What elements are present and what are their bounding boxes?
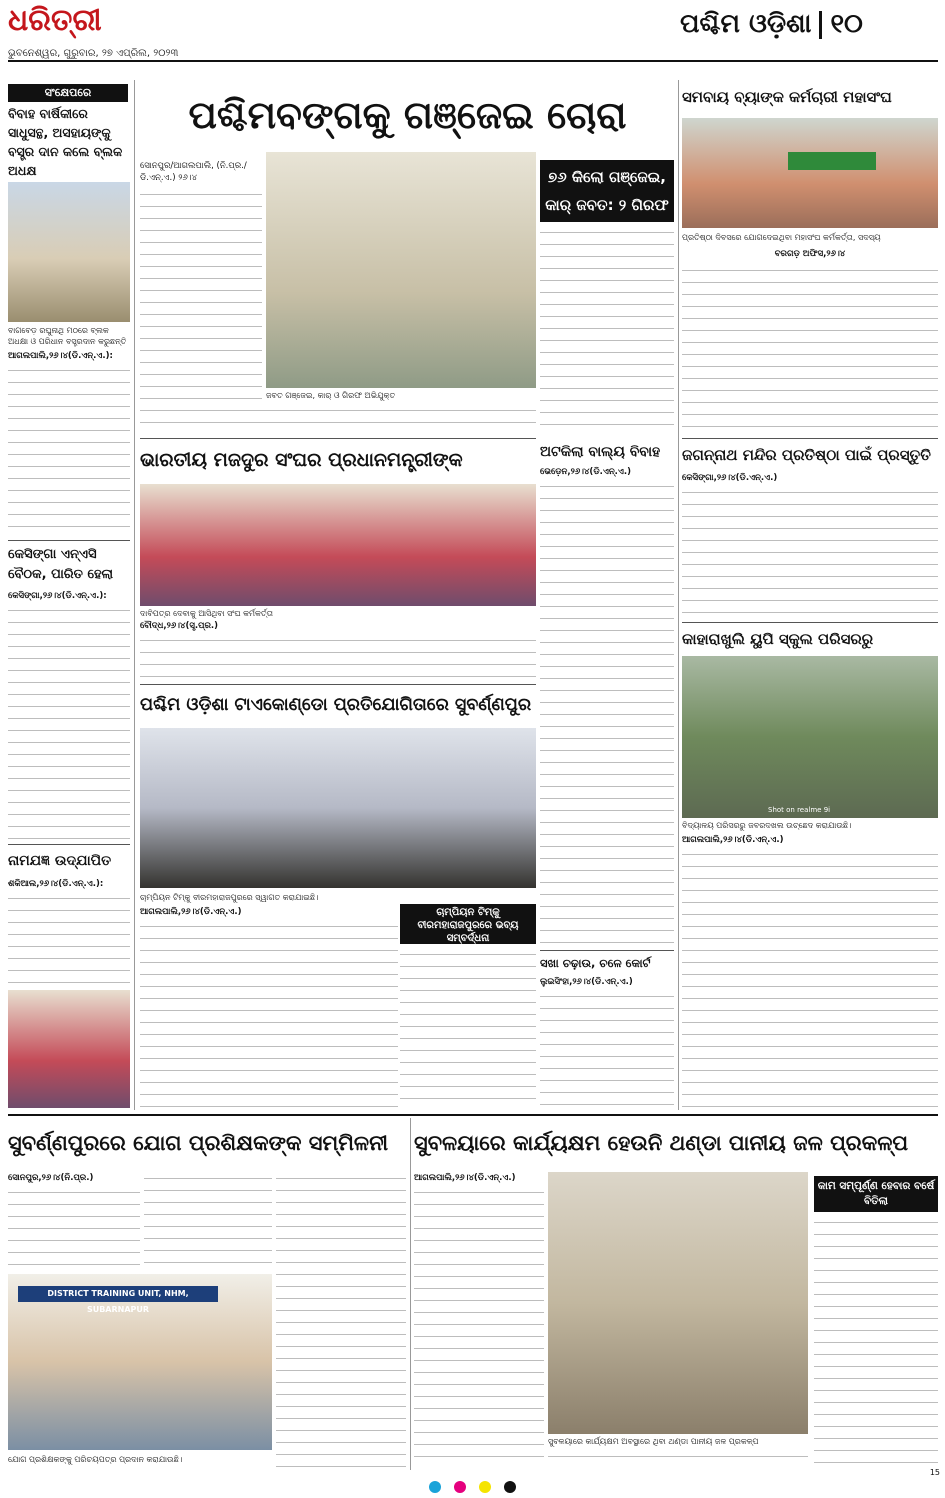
- sakha-headline: ସଖା ଚଢ଼ାଉ, ଚଳେ କୋର୍ଟ: [540, 956, 651, 970]
- sakha-dateline: ଲୁଇସିଂହା,୨୬।୪(ଡି.ଏନ୍‌.ଏ.): [540, 977, 633, 987]
- water-kiosk-photo: [548, 1172, 808, 1434]
- yoga-headline: ସୁବର୍ଣ୍ଣପୁରରେ ଯୋଗ ପ୍ରଶିକ୍ଷକଙ୍କ ସମ୍ମିଳନୀ: [8, 1131, 389, 1155]
- taekwondo-body-left: [140, 920, 398, 1108]
- yoga-caption: ଯୋଗ ପ୍ରଶିକ୍ଷକଙ୍କୁ ପରିଚୟପତ୍ର ପ୍ରଦାନ କରାଯାଉଛି।: [8, 1455, 183, 1464]
- brief-body-text: [8, 364, 130, 536]
- brief-dateline: ଆଗଲପାଲି,୨୬।୪(ଡି.ଏନ୍‌.ଏ.):: [8, 351, 113, 361]
- column-rule: [678, 80, 679, 1110]
- balya-body-text: [540, 480, 674, 946]
- subalaya-body-bottom: [548, 1450, 808, 1468]
- taekwondo-highlight-box: ଚାମ୍ପିୟନ ଟିମ୍‌କୁ ବୀରମହାରାଜପୁରରେ ଭବ୍ୟ ସମ୍ବର୍ଦ୍ଧନା: [400, 904, 536, 944]
- mazdoor-headline: ଭାରତୀୟ ମଜଦୁର ସଂଘର ପ୍ରଧାନମନ୍ତ୍ରୀଙ୍କ: [140, 449, 463, 471]
- kaharakhuli-caption: ବିଦ୍ୟାଳୟ ପରିସରରୁ ଜବରଦଖଲ ଉଚ୍ଛେଦ କରାଯାଉଛି।: [682, 821, 852, 830]
- subalaya-body-left: [414, 1186, 544, 1468]
- namayajna-body-text: [8, 892, 130, 988]
- seized-ganja-photo: [266, 152, 536, 388]
- title-separator: [819, 11, 822, 39]
- divider: [140, 684, 536, 685]
- samabaya-caption: ପ୍ରତିଷ୍ଠା ଦିବସରେ ଯୋଗଦେଇଥିବା ମହାସଂଘ କର୍ମକର୍ତ୍ତା, ସଦସ୍ୟ: [682, 233, 881, 242]
- mazdoor-dateline: ବୌଦ୍ଧ,୨୬।୪(ସୃ.ପ୍ର.): [140, 621, 219, 631]
- kaharakhuli-dateline: ଆଗଲପାଲି,୨୬।୪(ଡି.ଏନ୍‌.ଏ.): [682, 835, 784, 845]
- page-number-odia: ୧୦: [830, 9, 863, 39]
- keshinga-body-text: [8, 604, 130, 840]
- kaharakhuli-body-text: [682, 848, 938, 1108]
- divider: [8, 1114, 938, 1116]
- mazdoor-caption: ଦାବିପତ୍ର ଦେବାକୁ ଆସିଥିବା ସଂଘ କର୍ମକର୍ତ୍ତା: [140, 609, 273, 618]
- print-registration-marks: [0, 1478, 945, 1498]
- divider: [8, 844, 130, 845]
- samabaya-dateline: ବରଗଡ଼ ଅଫିସ,୨୬।୪: [774, 249, 846, 259]
- subalaya-caption: ସୁବଳୟାରେ କାର୍ଯ୍ୟକ୍ଷମ ଅବସ୍ଥାରେ ଥିବା ଥଣ୍ଡା ପାନୀୟ ଜଳ ପ୍ରକଳ୍ପ: [548, 1437, 759, 1446]
- taekwondo-dateline: ଆଗଲପାଲି,୨୬।୪(ଡି.ଏନ୍‌.ଏ.): [140, 907, 242, 917]
- column-rule: [134, 80, 135, 1110]
- divider: [682, 438, 938, 439]
- yoga-body-right: [276, 1172, 406, 1468]
- lead-photo-caption: ଜବତ ଗଞ୍ଜେଇ, କାର୍‌ ଓ ଗିରଫ ଅଭିଯୁକ୍ତ: [266, 391, 396, 400]
- issue-dateline: ଭୁବନେଶ୍ୱର, ଗୁରୁବାର, ୨୭ ଏପ୍ରିଲ, ୨୦୨୩: [8, 48, 179, 59]
- training-unit-banner: DISTRICT TRAINING UNIT, NHM, SUBARNAPUR: [18, 1286, 218, 1302]
- subalaya-headline: ସୁବଳୟାରେ କାର୍ଯ୍ୟକ୍ଷମ ହେଉନି ଥଣ୍ଡା ପାନୀୟ ଜଳ ପ୍ରକଳ୍ପ: [414, 1131, 909, 1155]
- yoga-conference-photo: [8, 1274, 272, 1450]
- logo-text: ଧରିତ୍ରୀ: [8, 4, 102, 38]
- lead-highlight-box: [540, 160, 674, 222]
- taekwondo-team-photo: [140, 728, 536, 888]
- kaharakhuli-headline: କାହାରାଖୁଲି ୟୁପି ସ୍କୁଲ ପରିସରରୁ: [682, 630, 874, 648]
- taekwondo-caption: ଚାମ୍ପିୟନ ଟିମ୍‌କୁ ବୀରମହାରାଜପୁରରେ ସ୍ୱାଗତ କରାଯାଇଛି।: [140, 893, 319, 902]
- mazdoor-protest-photo: [140, 484, 536, 606]
- yellow-mark: [479, 1481, 491, 1493]
- sakha-body-text: [540, 990, 674, 1108]
- jagannath-body-text: [682, 486, 938, 618]
- section-name: ପଶ୍ଚିମ ଓଡ଼ିଶା: [680, 9, 812, 39]
- column-rule: [410, 1118, 411, 1470]
- brief-headline: ବିବାହ ବାର୍ଷିକୀରେ ସାଧୁସନ୍ଥ, ଅସହାୟଙ୍କୁ ବସ୍ତ୍ର ଦାନ କଲେ ବ୍ଲକ ଅଧକ୍ଷ: [8, 106, 123, 178]
- yoga-body-left: [8, 1186, 140, 1270]
- divider: [140, 438, 536, 439]
- lead-body-col3: [540, 226, 674, 434]
- divider: [682, 622, 938, 623]
- stairs-crowd-photo: [8, 182, 130, 322]
- samabaya-headline: ସମବାୟ ବ୍ୟାଙ୍କ କର୍ମଚାରୀ ମହାସଂଘ: [682, 88, 892, 106]
- jagannath-headline: ଜଗନ୍ନାଥ ମନ୍ଦିର ପ୍ରତିଷ୍ଠା ପାଇଁ ପ୍ରସ୍ତୁତି: [682, 446, 931, 464]
- jagannath-dateline: କେସିଙ୍ଗା,୨୬।୪(ଡି.ଏନ୍‌.ଏ.): [682, 473, 778, 483]
- lead-body-col1: [140, 188, 262, 402]
- logo-subtext: [44, 36, 90, 46]
- procession-photo: [8, 990, 130, 1108]
- keshinga-headline: କେସିଙ୍ଗା ଏନ୍‌ଏସି ବୈଠକ, ପାରିତ ହେଲା: [8, 547, 114, 582]
- highlight-line-2: କାର୍‌ ଜବତ: ୨ ଗିରଫ: [545, 196, 669, 214]
- namayajna-dateline: ଶକିଆଲ,୨୬।୪(ଡି.ଏନ୍‌.ଏ.):: [8, 879, 104, 889]
- photo-stamp: Shot on realme 9i: [768, 806, 831, 814]
- balya-dateline: ଭେଡ଼େନ,୨୬।୪(ଡି.ଏନ୍‌.ଏ.): [540, 467, 631, 477]
- balya-headline: ଅଟକିଲା ବାଲ୍ୟ ବିବାହ: [540, 444, 661, 460]
- lead-body-bottom: [140, 404, 536, 434]
- green-banner: [788, 152, 876, 170]
- magenta-mark: [454, 1481, 466, 1493]
- namayajna-headline: ନାମଯଜ୍ଞ ଉଦ୍‌ଯାପିତ: [8, 853, 112, 869]
- masthead-rule: [8, 60, 938, 62]
- black-mark: [504, 1481, 516, 1493]
- divider: [8, 540, 130, 541]
- highlight-line-1: ୭୬ କିଲୋ ଗଞ୍ଜେଇ,: [548, 168, 666, 186]
- cyan-mark: [429, 1481, 441, 1493]
- keshinga-dateline: କେସିଙ୍ଗା,୨୬।୪(ଡି.ଏନ୍‌.ଏ.):: [8, 591, 107, 601]
- samabaya-body-text: [682, 264, 938, 434]
- folio-number: 15: [929, 1468, 940, 1477]
- taekwondo-headline: ପଶ୍ଚିମ ଓଡ଼ିଶା ଟାଏକୋଣ୍ଡୋ ପ୍ରତିଯୋଗିତାରେ ସୁବର୍ଣ୍ଣପୁର: [140, 695, 532, 715]
- subalaya-highlight-box: କାମ ସମ୍ପୂର୍ଣ୍ଣ ହେବାର ବର୍ଷେ ବିତିଲା: [814, 1176, 938, 1212]
- taekwondo-body-right: [400, 948, 536, 1108]
- yoga-body-mid: [144, 1172, 272, 1270]
- section-title: [680, 6, 935, 42]
- subalaya-body-right: [814, 1216, 938, 1468]
- lead-headline: ପଶ୍ଚିମବଙ୍ଗକୁ ଗଞ୍ଜେଇ ଚୋରା: [188, 93, 627, 137]
- brief-section-label: ସଂକ୍ଷେପରେ: [8, 84, 128, 102]
- subalaya-dateline: ଆଗଲପାଲି,୨୬।୪(ଡି.ଏନ୍‌.ଏ.): [414, 1173, 516, 1183]
- yoga-dateline: ସୋନପୁର,୨୬।୪(ନି.ପ୍ର.): [8, 1173, 94, 1183]
- samabaya-group-photo: [682, 118, 938, 228]
- mazdoor-body-text: [140, 634, 536, 680]
- brief-photo-caption: ବାଗବେଡ଼ ରଘୁନାଥି ମଠରେ ବ୍ଲକ ଅଧକ୍ଷା ଓ ପରିଧାନ ବସ୍ତ୍ରଦାନ କରୁଛନ୍ତି: [8, 326, 127, 346]
- school-eviction-photo: [682, 656, 938, 818]
- divider: [540, 950, 674, 951]
- lead-dateline: ସୋନପୁର/ଆଗଲପାଲି, (ନି.ପ୍ର./ଡି.ଏନ୍‌.ଏ.) ୨୬।୪: [140, 161, 247, 183]
- newspaper-logo: [8, 4, 128, 46]
